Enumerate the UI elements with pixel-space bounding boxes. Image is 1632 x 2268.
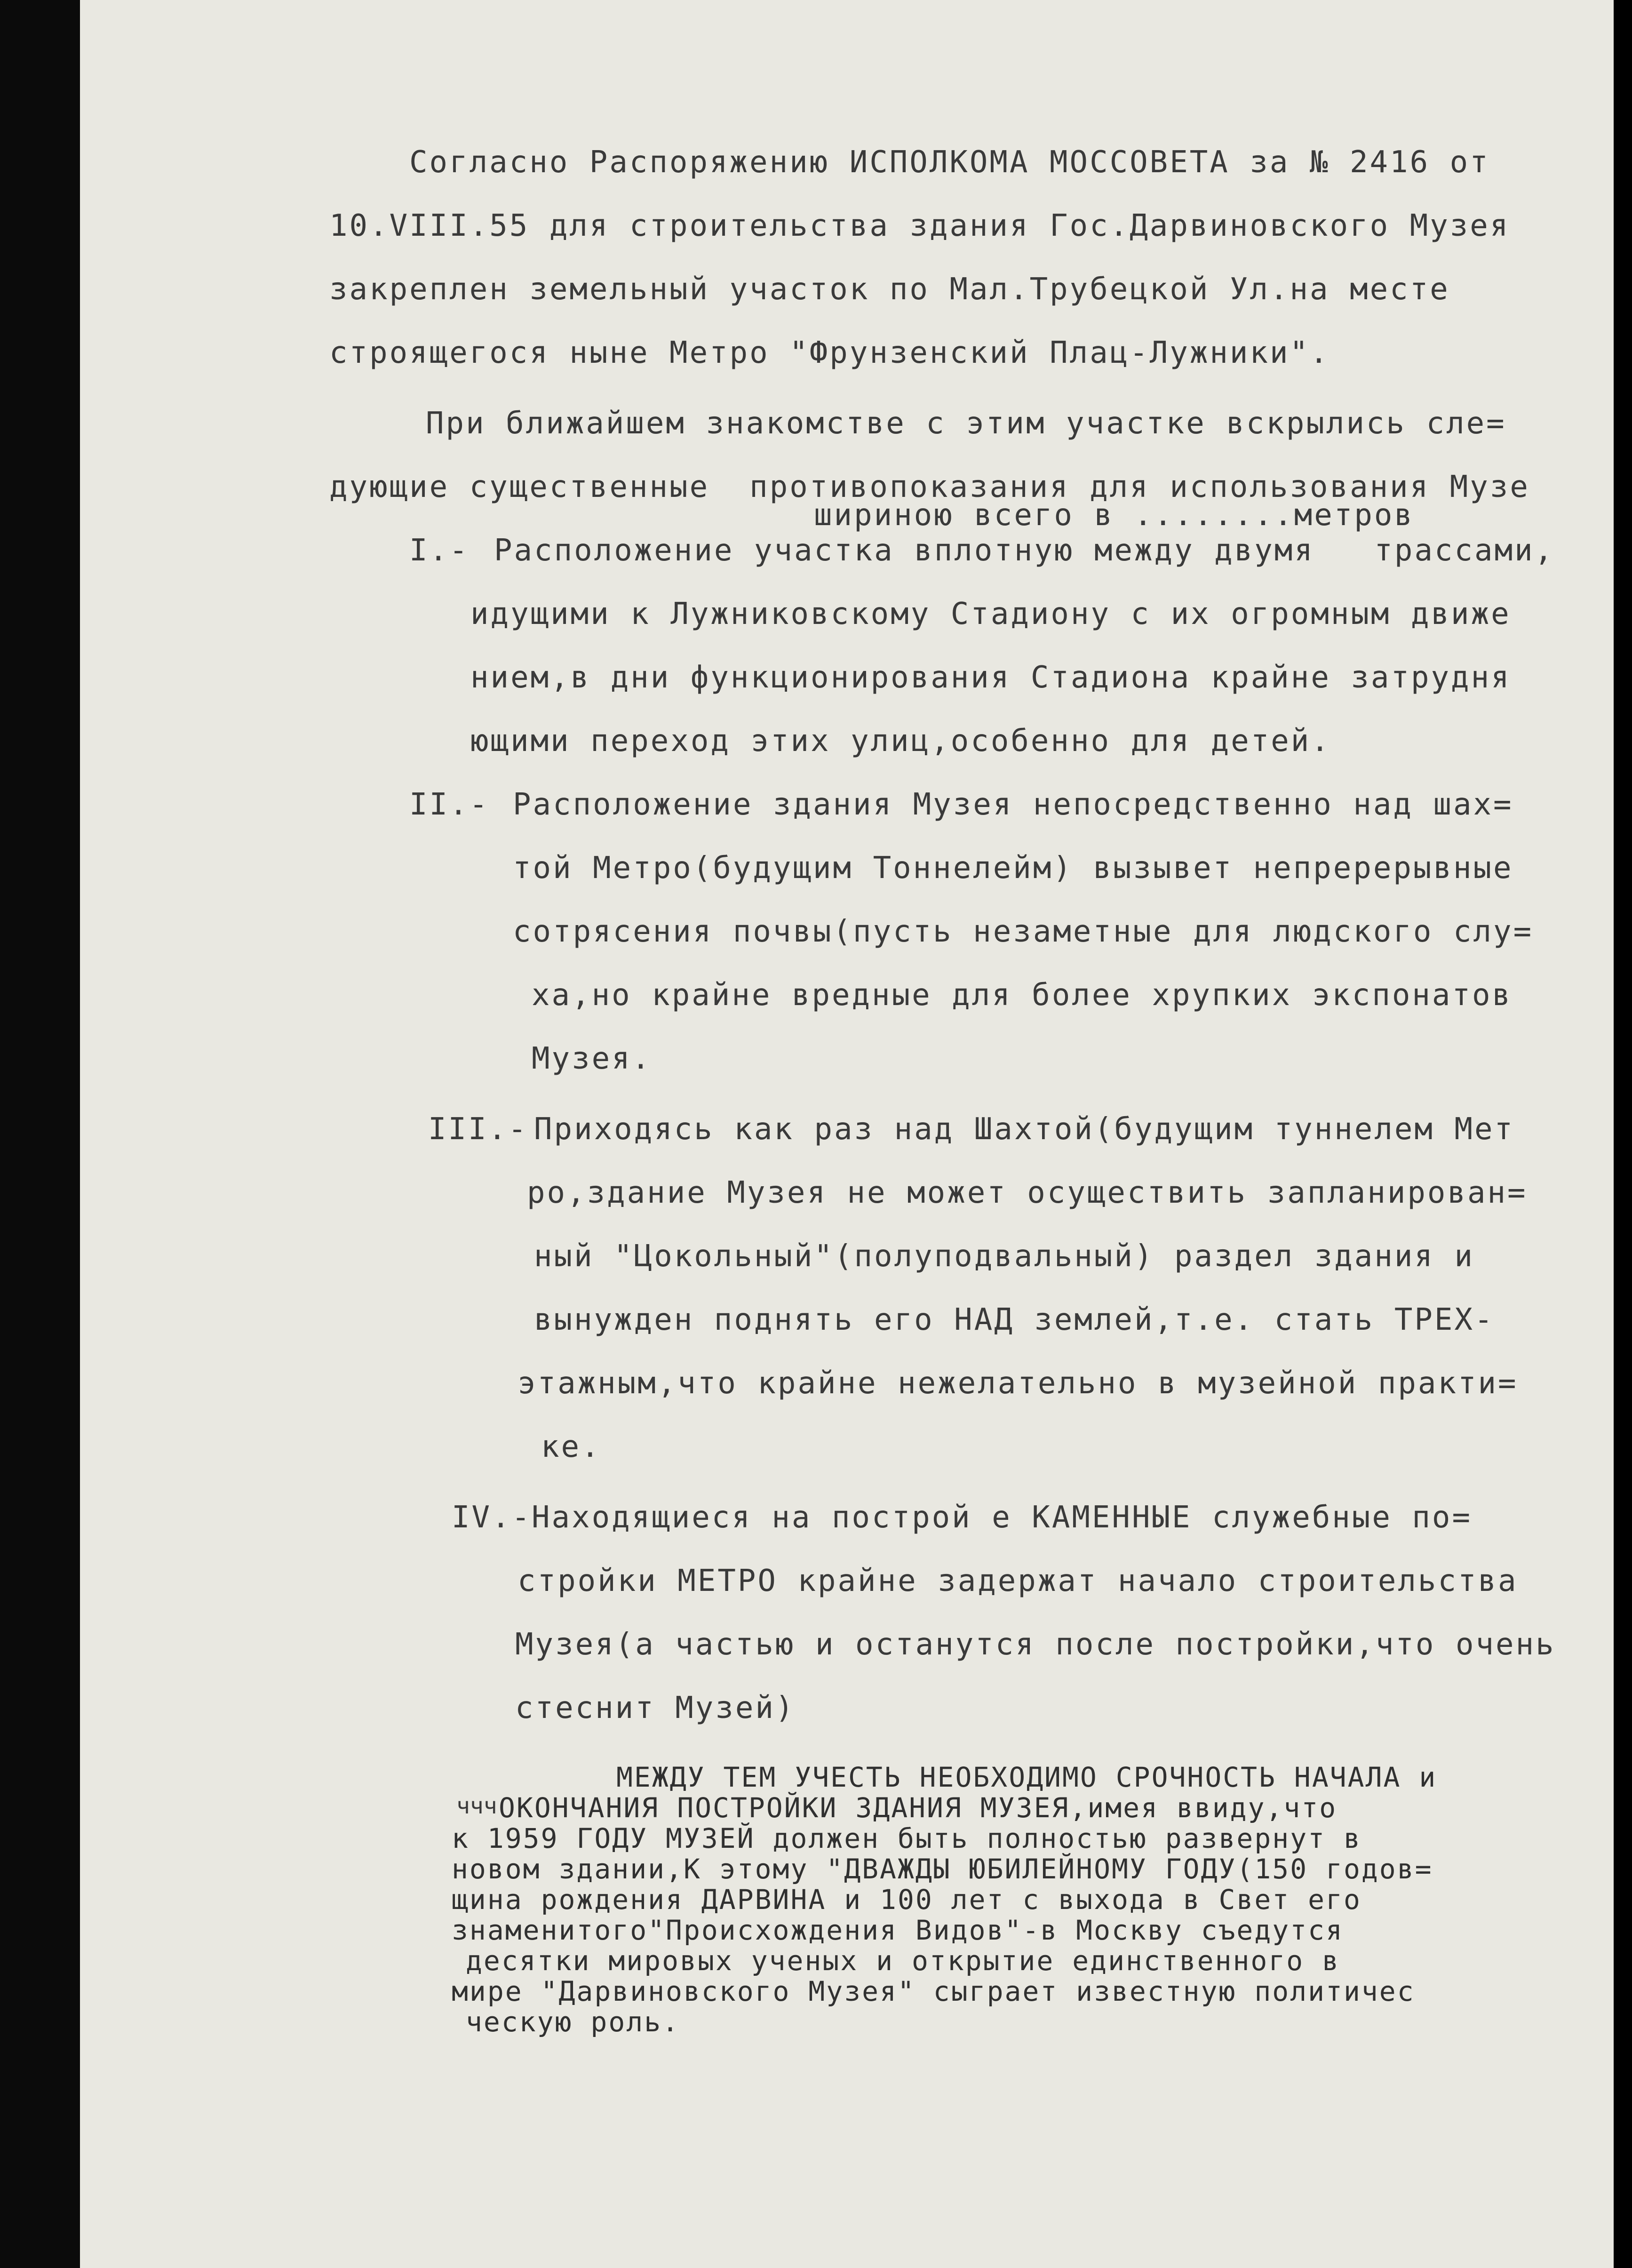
para2-line-2: дующие существенные противопоказания для использования Музе — [329, 470, 1530, 504]
item-2-line-3: сотрясения почвы(пусть незаметные для людского слу= — [513, 914, 1534, 949]
scan-edge — [1614, 0, 1632, 2268]
item-3-numeral: III.- — [428, 1112, 528, 1147]
closing-line-2: ОКОНЧАНИЯ ПОСТРОЙКИ ЗДАНИЯ МУЗЕЯ,имея ввиду,что — [499, 1792, 1337, 1824]
item-2-line-5: Музея. — [532, 1041, 652, 1076]
item-2-numeral: II.- — [409, 787, 490, 822]
item-4-line-2: стройки МЕТРО крайне задержат начало строительства — [517, 1564, 1518, 1598]
item-4-numeral: IV.- — [452, 1500, 532, 1535]
intro-line-1: Согласно Распоряжению ИСПОЛКОМА МОССОВЕТА за № 2416 от — [409, 145, 1490, 180]
item-3-line-5: этажным,что крайне нежелательно в музейной практи= — [517, 1366, 1518, 1401]
item-2-line-1: Расположение здания Музея непосредственно над шах= — [513, 787, 1513, 822]
intro-line-2: 10.VIII.55 для строительства здания Гос.Дарвиновского Музея — [329, 208, 1510, 243]
item-1-line-2: идущими к Лужниковскому Стадиону с их огромным движе — [470, 597, 1511, 631]
item-2-line-4: ха,но крайне вредные для более хрупких экспонатов — [532, 978, 1513, 1013]
closing-line-5: щина рождения ДАРВИНА и 100 лет с выхода в Свет его — [452, 1884, 1361, 1916]
para2-line-1: При ближайшем знакомстве с этим участке вскрылись сле= — [426, 406, 1506, 441]
item-4-line-4: стеснит Музей) — [515, 1691, 796, 1725]
item-4-line-3: Музея(а частью и останутся после постройки,что очень — [515, 1627, 1556, 1662]
item-1-line-3: нием,в дни функционирования Стадиона крайне затрудня — [470, 660, 1511, 695]
closing-line-6: знаменитого"Происхождения Видов"-в Москву съедутся — [452, 1914, 1344, 1946]
closing-line-9: ческую роль. — [466, 2006, 680, 2038]
margin-mark: ччч — [456, 1793, 497, 1819]
item-3-line-6: ке. — [541, 1429, 601, 1464]
closing-line-8: мире "Дарвиновского Музея" сыграет известную политичес — [452, 1975, 1415, 2007]
item-1-numeral: I.- — [409, 533, 470, 568]
closing-line-7: десятки мировых ученых и открытие единственного в — [466, 1945, 1340, 1977]
item-3-line-1: Приходясь как раз над Шахтой(будущим туннелем Мет — [534, 1112, 1515, 1147]
item-1-line-1: Расположение участка вплотную между двумя трассами, — [494, 533, 1555, 568]
item-2-line-2: той Метро(будущим Тоннелейм) вызывет непререрывные — [513, 851, 1513, 886]
item-3-line-4: вынужден поднять его НАД землей,т.е. стать ТРЕХ- — [534, 1302, 1495, 1337]
intro-line-3: закреплен земельный участок по Мал.Трубецкой Ул.на месте — [329, 272, 1450, 307]
para2-insert-line: шириною всего в ........метров — [814, 498, 1414, 533]
item-4-line-1: Находящиеся на построй е КАМЕННЫЕ служебные по= — [532, 1500, 1472, 1535]
item-1-line-4: ющими переход этих улиц,особенно для детей. — [470, 724, 1331, 759]
item-3-line-2: ро,здание Музея не может осуществить запланирован= — [527, 1175, 1528, 1210]
item-3-line-3: ный "Цокольный"(полуподвальный) раздел здания и — [534, 1239, 1474, 1274]
closing-line-3: к 1959 ГОДУ МУЗЕЙ должен быть полностью развернут в — [452, 1822, 1361, 1854]
closing-line-4: новом здании,К этому "ДВАЖДЫ ЮБИЛЕЙНОМУ ГОДУ(150 годов= — [452, 1853, 1433, 1885]
closing-line-1: МЕЖДУ ТЕМ УЧЕСТЬ НЕОБХОДИМО СРОЧНОСТЬ НАЧАЛА и — [616, 1761, 1437, 1793]
intro-line-4: строящегося ныне Метро "Фрунзенский Плац-Лужники". — [329, 335, 1330, 370]
